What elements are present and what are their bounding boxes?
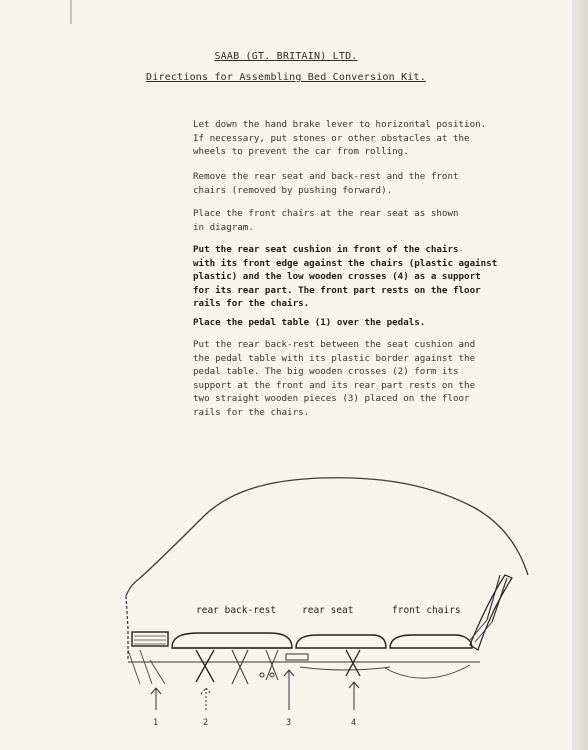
callout-number-4: 4 xyxy=(351,718,357,728)
document-subtitle: Directions for Assembling Bed Conversion Kit. xyxy=(146,72,426,83)
company-heading: SAAB (GT. BRITAIN) LTD. xyxy=(214,51,358,62)
instruction-handbrake: Let down the hand brake lever to horizontal position. If necessary, put stones or other obstacles at the wheels to prevent the car from rolling. xyxy=(193,119,487,157)
rear-seat xyxy=(296,635,386,648)
windshield-outline xyxy=(487,575,507,622)
pointer-arrow-3 xyxy=(284,670,294,710)
front-chairs xyxy=(390,635,472,648)
car-hood-outline xyxy=(126,578,140,596)
callout-number-2: 2 xyxy=(203,718,209,728)
label-front-chairs: front chairs xyxy=(392,605,461,616)
rear-back-rest xyxy=(172,633,292,648)
floor-rail xyxy=(300,667,390,670)
car-roof-outline xyxy=(140,478,528,578)
pedal-table-hatch xyxy=(134,636,166,644)
page-mark xyxy=(70,0,72,24)
front-floor-curve xyxy=(385,665,470,678)
pointer-arrow-2 xyxy=(201,688,211,710)
pointer-arrow-1 xyxy=(151,688,161,710)
instruction-remove-seats: Remove the rear seat and back-rest and the front chairs (removed by pushing forward). xyxy=(193,171,459,196)
label-rear-seat: rear seat xyxy=(302,605,354,616)
car-bed-diagram xyxy=(0,470,572,750)
straight-wooden-piece xyxy=(286,654,308,660)
front-chair-backrest xyxy=(470,575,512,650)
low-wooden-cross xyxy=(346,650,360,676)
rear-wheel-well xyxy=(128,650,165,684)
pointer-arrow-4 xyxy=(349,682,359,710)
fastener-mark xyxy=(270,673,274,677)
label-rear-back-rest: rear back-rest xyxy=(196,605,277,616)
instruction-place-chairs: Place the front chairs at the rear seat as shown in diagram. xyxy=(193,208,459,233)
instruction-back-rest: Put the rear back-rest between the seat cushion and the pedal table with its plastic border against the pedal table. The big wooden crosses (2) form its support at the front and its rear part rests on the two straight wooden pieces (3) placed on the floor rails for the chairs. xyxy=(193,339,476,418)
fastener-mark xyxy=(260,673,264,677)
callout-number-1: 1 xyxy=(153,718,159,728)
callout-number-3: 3 xyxy=(286,718,292,728)
page-edge xyxy=(572,0,588,750)
wooden-crosses-scribble xyxy=(232,650,278,684)
big-wooden-cross xyxy=(196,650,214,682)
instruction-seat-cushion: Put the rear seat cushion in front of the chairs with its front edge against the chairs (plastic against plastic) and the low wooden crosses (4) as a support for its rear part. The front part rests on the floor rails for the chairs. xyxy=(193,244,498,309)
windshield-frame xyxy=(470,620,492,642)
instruction-pedal-table: Place the pedal table (1) over the pedals. xyxy=(193,317,426,328)
